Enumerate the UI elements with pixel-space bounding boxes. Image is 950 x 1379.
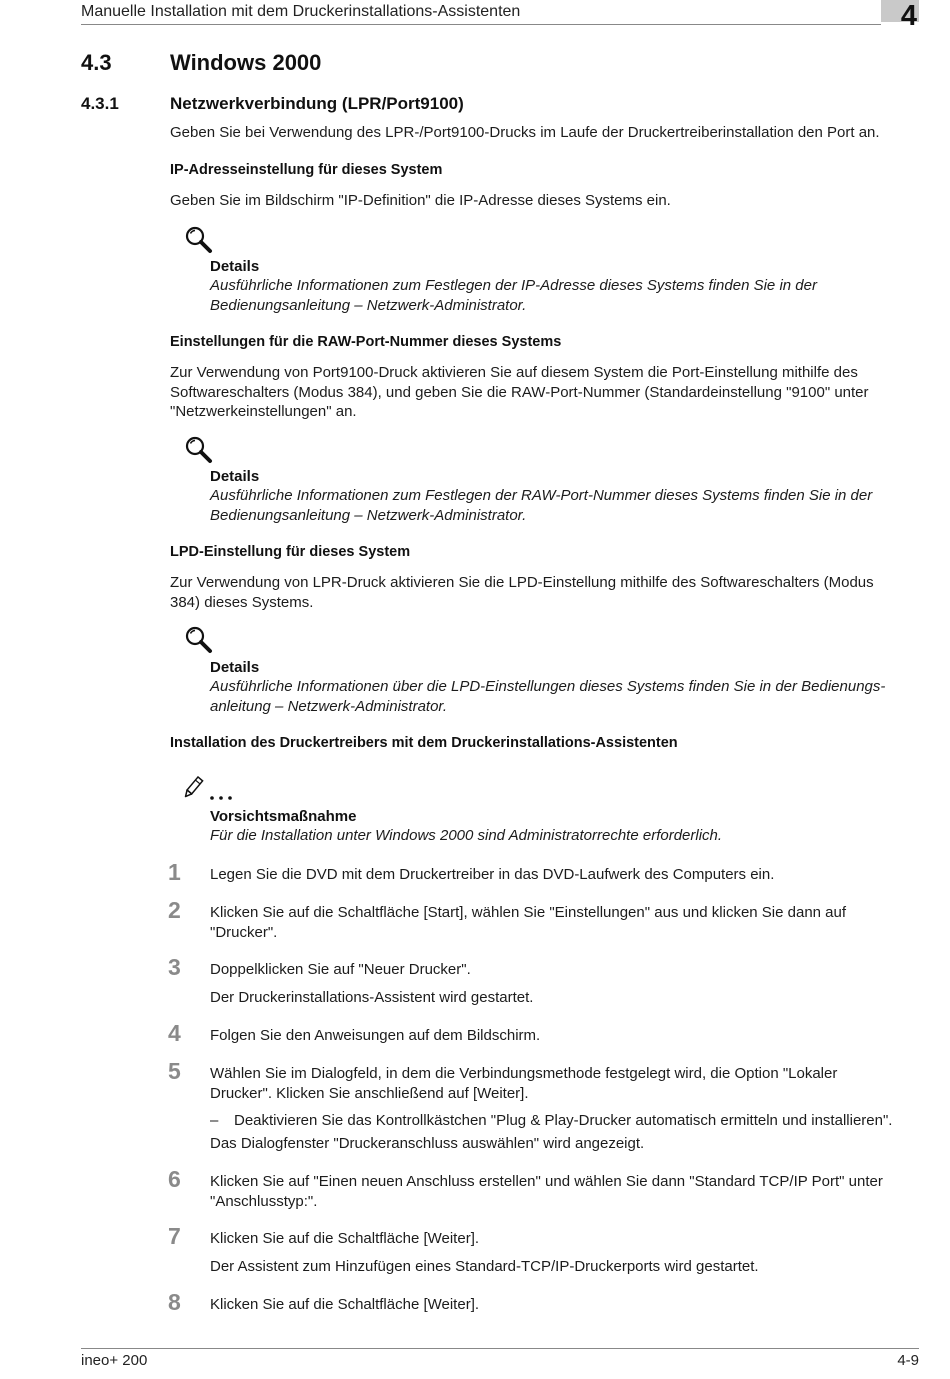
subsection-intro: Geben Sie bei Verwendung des LPR-/Port9100-Drucks im Laufe der Druckertreiberinstallation den Port an. <box>170 124 880 141</box>
step-line: Doppelklicken Sie auf "Neuer Drucker". <box>210 961 471 978</box>
running-header-title: Manuelle Installation mit dem Druckerinstallations-Assistenten <box>81 3 521 20</box>
step-line: Klicken Sie auf "Einen neuen Anschluss erstellen" und wählen Sie dann "Standard TCP/IP Port" unter <box>210 1173 883 1190</box>
caution-text: Für die Installation unter Windows 2000 sind Administratorrechte erforderlich. <box>210 827 723 844</box>
step-line: Klicken Sie auf die Schaltfläche [Weiter]. <box>210 1296 480 1313</box>
pencil-note-icon <box>184 776 236 802</box>
note-line: anleitung – Netzwerk-Administrator. <box>210 697 448 715</box>
magnifier-icon <box>184 225 214 255</box>
text-line: "Netzwerkeinstellungen" an. <box>170 403 357 420</box>
step-result: Der Assistent zum Hinzufügen eines Standard-TCP/IP-Druckerports wird gestartet. <box>210 1258 759 1275</box>
note-line: Bedienungsanleitung – Netzwerk-Administrator. <box>210 506 527 524</box>
step-line: Legen Sie die DVD mit dem Druckertreiber in das DVD-Laufwerk des Computers ein. <box>210 866 775 883</box>
note-line: Ausführliche Informationen zum Festlegen der IP-Adresse dieses Systems finden Sie in der <box>210 277 817 294</box>
chapter-number: 4 <box>900 0 918 32</box>
note-line: Ausführliche Informationen über die LPD-Einstellungen dieses Systems finden Sie in der Bedienungs- <box>210 678 886 695</box>
sub-step <box>210 1111 930 1131</box>
text-line: Zur Verwendung von LPR-Druck aktivieren Sie die LPD-Einstellung mithilfe des Softwareschalters (Modus <box>170 574 874 591</box>
install-heading: Installation des Druckertreibers mit dem Druckerinstallations-Assistenten <box>170 735 678 751</box>
step-result: Das Dialogfenster "Druckeranschluss auswählen" wird angezeigt. <box>210 1135 645 1152</box>
sub-step-marker: – <box>210 1112 219 1129</box>
caution-title: Vorsichtsmaßnahme <box>210 808 357 825</box>
step-text <box>210 960 922 980</box>
note-title: Details <box>210 659 260 676</box>
step-number: 4 <box>168 1020 181 1046</box>
footer-rule <box>81 1348 919 1349</box>
step-line: Wählen Sie im Dialogfeld, in dem die Verbindungsmethode festgelegt wird, die Option "Lokaler <box>210 1065 838 1082</box>
subsection-number: 4.3.1 <box>81 94 119 113</box>
step-number: 6 <box>168 1166 181 1192</box>
section-title: Windows 2000 <box>170 50 322 75</box>
block-text-raw-port <box>170 363 930 422</box>
block-text-ip: Geben Sie im Bildschirm "IP-Definition" die IP-Adresse dieses Systems ein. <box>170 192 671 209</box>
text-line: Softwareschalters (Modus 384), und geben Sie die RAW-Port-Nummer (Standardeinstellung "9100" unter <box>170 383 869 401</box>
note-text <box>210 276 922 315</box>
footer-product: ineo+ 200 <box>81 1352 148 1369</box>
step-text <box>210 903 922 942</box>
step-number: 1 <box>168 859 181 885</box>
step-line: "Drucker". <box>210 923 278 941</box>
note-line: Bedienungsanleitung – Netzwerk-Administrator. <box>210 296 527 314</box>
block-heading-raw-port: Einstellungen für die RAW-Port-Nummer dieses Systems <box>170 334 562 350</box>
step-number: 3 <box>168 954 181 980</box>
step-text <box>210 865 922 885</box>
note-title: Details <box>210 468 260 485</box>
step-line: "Anschlusstyp:". <box>210 1192 318 1210</box>
step-number: 7 <box>168 1223 181 1249</box>
magnifier-icon <box>184 435 214 465</box>
text-line: 384) dieses Systems. <box>170 593 314 611</box>
step-line: Klicken Sie auf die Schaltfläche [Start], wählen Sie "Einstellungen" aus und klicken Sie dann auf <box>210 904 847 921</box>
step-text <box>210 1064 922 1103</box>
step-line: Drucker". Klicken Sie anschließend auf [Weiter]. <box>210 1084 529 1102</box>
step-text <box>210 1295 922 1315</box>
step-line: Klicken Sie auf die Schaltfläche [Weiter]. <box>210 1230 480 1247</box>
note-line: Ausführliche Informationen zum Festlegen der RAW-Port-Nummer dieses Systems finden Sie in der <box>210 487 873 504</box>
step-number: 2 <box>168 897 181 923</box>
step-result: Der Druckerinstallations-Assistent wird gestartet. <box>210 989 534 1006</box>
step-text <box>210 1172 922 1211</box>
magnifier-icon <box>184 625 214 655</box>
block-heading-ip: IP-Adresseinstellung für dieses System <box>170 162 443 178</box>
header-rule <box>81 24 881 25</box>
note-text <box>210 677 922 716</box>
note-text <box>210 486 922 525</box>
subsection-title: Netzwerkverbindung (LPR/Port9100) <box>170 94 464 113</box>
sub-step-text: Deaktivieren Sie das Kontrollkästchen "Plug & Play-Drucker automatisch ermitteln und installieren". <box>234 1112 893 1129</box>
step-text <box>210 1229 922 1249</box>
step-line: Folgen Sie den Anweisungen auf dem Bildschirm. <box>210 1027 541 1044</box>
block-text-lpd <box>170 573 930 612</box>
note-title: Details <box>210 258 260 275</box>
footer-page-number: 4-9 <box>897 1352 919 1369</box>
section-number: 4.3 <box>81 50 112 75</box>
step-number: 5 <box>168 1058 181 1084</box>
text-line: Zur Verwendung von Port9100-Druck aktivieren Sie auf diesem System die Port-Einstellung mithilfe des <box>170 364 858 381</box>
block-heading-lpd: LPD-Einstellung für dieses System <box>170 544 411 560</box>
step-number: 8 <box>168 1289 181 1315</box>
step-text <box>210 1026 922 1046</box>
